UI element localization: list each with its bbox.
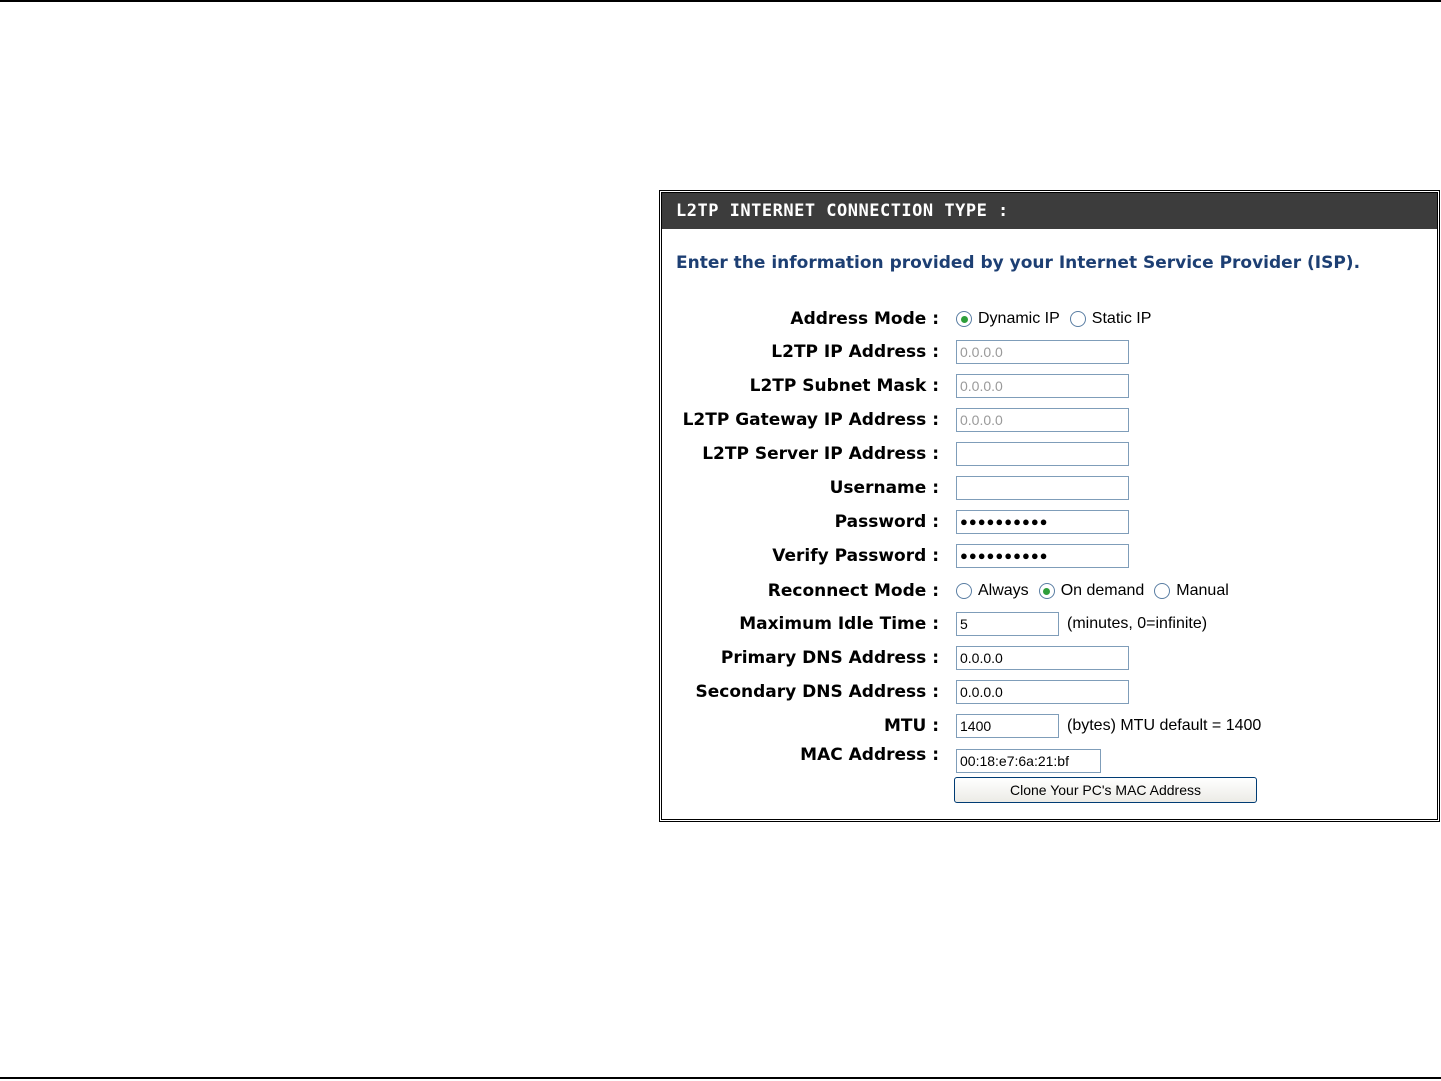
l2tp-ip-label: L2TP IP Address : <box>771 342 939 362</box>
username-label: Username : <box>829 478 939 498</box>
bottom-rule <box>0 1077 1441 1079</box>
radio-selected-dot <box>1043 588 1050 595</box>
address-mode-label: Address Mode : <box>790 309 939 329</box>
password-input[interactable]: ●●●●●●●●●● <box>956 510 1129 534</box>
l2tp-gateway-label: L2TP Gateway IP Address : <box>682 410 939 430</box>
username-input[interactable] <box>956 476 1129 500</box>
l2tp-server-label: L2TP Server IP Address : <box>702 444 939 464</box>
section-intro: Enter the information provided by your Internet Service Provider (ISP). <box>676 253 1361 273</box>
mtu-input[interactable]: 1400 <box>956 714 1059 738</box>
radio-selected-dot <box>961 316 968 323</box>
on-demand-radio[interactable] <box>1039 583 1055 599</box>
static-ip-label[interactable]: Static IP <box>1091 310 1152 327</box>
primary-dns-label: Primary DNS Address : <box>720 648 939 668</box>
idle-time-row <box>662 610 1439 638</box>
mac-input[interactable]: 00:18:e7:6a:21:bf <box>956 749 1101 773</box>
l2tp-ip-row <box>662 338 1439 366</box>
l2tp-server-input[interactable] <box>956 442 1129 466</box>
idle-time-input[interactable]: 5 <box>956 612 1059 636</box>
l2tp-mask-row <box>662 372 1439 400</box>
l2tp-panel <box>659 190 1440 822</box>
primary-dns-row <box>662 644 1439 672</box>
l2tp-server-row <box>662 440 1439 468</box>
l2tp-gateway-input[interactable]: 0.0.0.0 <box>956 408 1129 432</box>
verify-password-row <box>662 542 1439 570</box>
l2tp-gateway-row <box>662 406 1439 434</box>
mtu-note: (bytes) MTU default = 1400 <box>1067 717 1262 734</box>
verify-password-label: Verify Password : <box>772 546 939 566</box>
mtu-row <box>662 712 1439 740</box>
idle-time-note: (minutes, 0=infinite) <box>1067 615 1208 632</box>
dynamic-ip-radio[interactable] <box>956 311 972 327</box>
secondary-dns-label: Secondary DNS Address : <box>695 682 939 702</box>
l2tp-mask-input[interactable]: 0.0.0.0 <box>956 374 1129 398</box>
static-ip-radio[interactable] <box>1070 311 1086 327</box>
password-row <box>662 508 1439 536</box>
top-rule <box>0 0 1441 2</box>
secondary-dns-row <box>662 678 1439 706</box>
always-label[interactable]: Always <box>978 582 1029 599</box>
secondary-dns-input[interactable]: 0.0.0.0 <box>956 680 1129 704</box>
manual-radio[interactable] <box>1154 583 1170 599</box>
l2tp-ip-input[interactable]: 0.0.0.0 <box>956 340 1129 364</box>
l2tp-panel-inner <box>661 192 1438 820</box>
section-title: L2TP INTERNET CONNECTION TYPE : <box>662 193 1437 229</box>
reconnect-mode-row <box>662 577 1439 605</box>
mtu-label: MTU : <box>883 716 939 736</box>
idle-time-label: Maximum Idle Time : <box>739 614 939 634</box>
username-row <box>662 474 1439 502</box>
address-mode-row <box>662 305 1439 333</box>
mac-label: MAC Address : <box>800 745 939 765</box>
mac-row <box>662 741 1439 769</box>
address-mode-options <box>956 305 1161 333</box>
on-demand-label[interactable]: On demand <box>1060 582 1145 599</box>
primary-dns-input[interactable]: 0.0.0.0 <box>956 646 1129 670</box>
verify-password-input[interactable]: ●●●●●●●●●● <box>956 544 1129 568</box>
l2tp-mask-label: L2TP Subnet Mask : <box>749 376 939 396</box>
clone-mac-button[interactable]: Clone Your PC's MAC Address <box>954 777 1257 803</box>
dynamic-ip-label[interactable]: Dynamic IP <box>978 310 1060 327</box>
manual-label[interactable]: Manual <box>1176 582 1229 599</box>
always-radio[interactable] <box>956 583 972 599</box>
password-label: Password : <box>834 512 939 532</box>
reconnect-mode-options <box>956 577 1239 605</box>
reconnect-mode-label: Reconnect Mode : <box>767 581 939 601</box>
